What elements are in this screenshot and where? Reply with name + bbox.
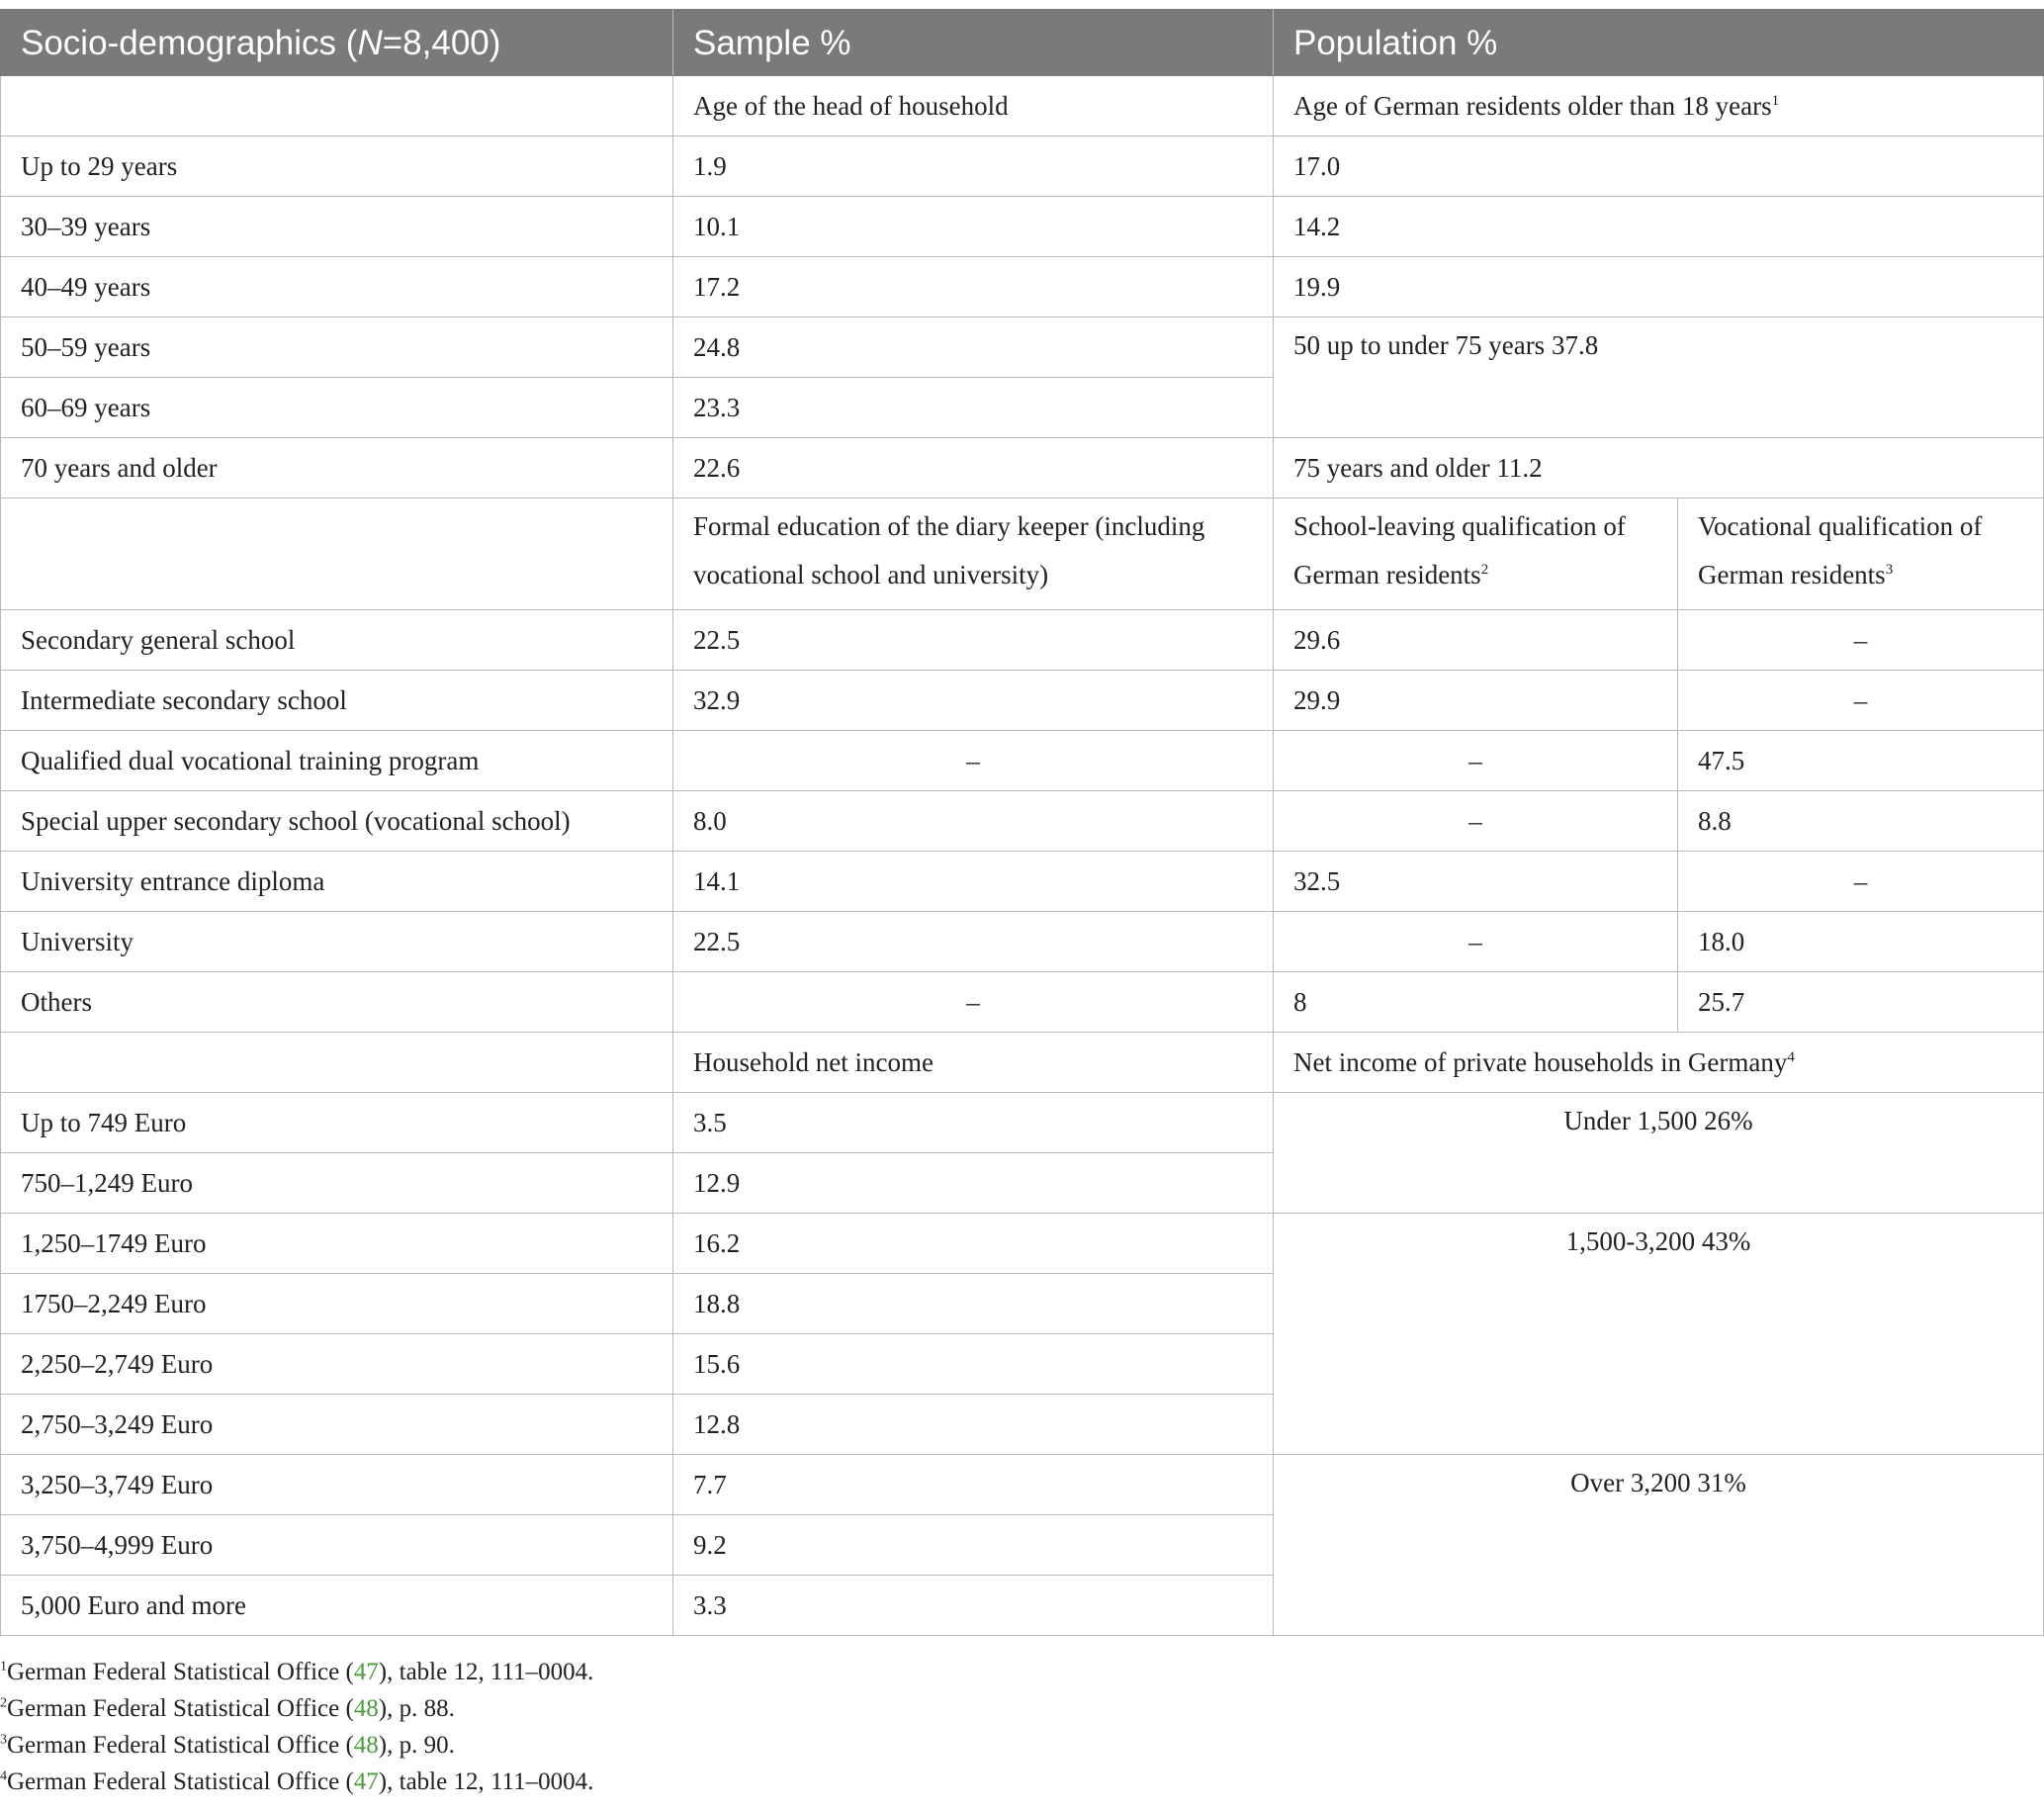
empty-cell bbox=[1, 1033, 673, 1093]
sample-value: 22.5 bbox=[673, 912, 1274, 972]
sample-value: – bbox=[673, 731, 1274, 791]
table-row bbox=[1, 1214, 2044, 1274]
empty-cell bbox=[1, 498, 673, 610]
header-population: Population % bbox=[1274, 10, 2044, 76]
sample-value: 23.3 bbox=[673, 378, 1274, 438]
school-value: 29.6 bbox=[1274, 610, 1678, 671]
vocational-value: 8.8 bbox=[1678, 791, 2044, 852]
table-row bbox=[1, 912, 2044, 972]
table-row bbox=[1, 317, 2044, 378]
population-merged-value: 50 up to under 75 years 37.8 bbox=[1274, 317, 2044, 438]
footnote: $^2$German Federal Statistical Office (48), p. 88. bbox=[0, 1695, 455, 1722]
header-row bbox=[1, 10, 2044, 76]
school-qualification-label: School-leaving qualification of German residents$^2$ bbox=[1274, 498, 1678, 610]
row-label: 3,250–3,749 Euro bbox=[1, 1455, 673, 1515]
population-value: 19.9 bbox=[1274, 257, 2044, 317]
header-sample: Sample % bbox=[673, 10, 1274, 76]
sample-value: 8.0 bbox=[673, 791, 1274, 852]
income-group-value: 1,500-3,200 43% bbox=[1274, 1214, 2044, 1455]
row-label: 750–1,249 Euro bbox=[1, 1153, 673, 1214]
row-label: University entrance diploma bbox=[1, 852, 673, 912]
row-label: 60–69 years bbox=[1, 378, 673, 438]
table-row bbox=[1, 257, 2044, 317]
table-row bbox=[1, 610, 2044, 671]
section-header-income bbox=[1, 1033, 2044, 1093]
school-value: – bbox=[1274, 731, 1678, 791]
sample-value: 22.6 bbox=[673, 438, 1274, 498]
row-label: 50–59 years bbox=[1, 317, 673, 378]
table-row bbox=[1, 136, 2044, 197]
sample-value: 32.9 bbox=[673, 671, 1274, 731]
sample-value: 12.9 bbox=[673, 1153, 1274, 1214]
sample-value: 3.3 bbox=[673, 1576, 1274, 1636]
sample-value: 7.7 bbox=[673, 1455, 1274, 1515]
table-row bbox=[1, 972, 2044, 1033]
sample-value: 10.1 bbox=[673, 197, 1274, 257]
population-value: 17.0 bbox=[1274, 136, 2044, 197]
footnote: $^4$German Federal Statistical Office (47), table 12, 111–0004. bbox=[0, 1768, 594, 1795]
table-row bbox=[1, 731, 2044, 791]
footnote: $^3$German Federal Statistical Office (48), p. 90. bbox=[0, 1732, 455, 1759]
sample-value: 14.1 bbox=[673, 852, 1274, 912]
row-label: 70 years and older bbox=[1, 438, 673, 498]
reference-link[interactable]: 48 bbox=[353, 1732, 379, 1759]
sample-value: 24.8 bbox=[673, 317, 1274, 378]
row-label: Others bbox=[1, 972, 673, 1033]
row-label: 5,000 Euro and more bbox=[1, 1576, 673, 1636]
sample-value: 9.2 bbox=[673, 1515, 1274, 1576]
vocational-value: – bbox=[1678, 610, 2044, 671]
school-value: – bbox=[1274, 912, 1678, 972]
row-label: 3,750–4,999 Euro bbox=[1, 1515, 673, 1576]
vocational-qualification-label: Vocational qualification of German residents$^3$ bbox=[1678, 498, 2044, 610]
row-label: 2,750–3,249 Euro bbox=[1, 1395, 673, 1455]
sample-value: 22.5 bbox=[673, 610, 1274, 671]
vocational-value: 47.5 bbox=[1678, 731, 2044, 791]
reference-link[interactable]: 47 bbox=[353, 1768, 379, 1795]
income-population-label: Net income of private households in Germany$^4$ bbox=[1274, 1033, 2044, 1093]
sample-value: – bbox=[673, 972, 1274, 1033]
row-label: Up to 29 years bbox=[1, 136, 673, 197]
row-label: 1750–2,249 Euro bbox=[1, 1274, 673, 1334]
section-header-age bbox=[1, 76, 2044, 136]
sample-value: 17.2 bbox=[673, 257, 1274, 317]
footnote: $^1$German Federal Statistical Office (47), table 12, 111–0004. bbox=[0, 1659, 594, 1685]
row-label: Special upper secondary school (vocational school) bbox=[1, 791, 673, 852]
row-label: 2,250–2,749 Euro bbox=[1, 1334, 673, 1395]
age-population-label: Age of German residents older than 18 years$^1$ bbox=[1274, 76, 2044, 136]
vocational-value: – bbox=[1678, 852, 2044, 912]
population-value: 75 years and older 11.2 bbox=[1274, 438, 2044, 498]
row-label: 40–49 years bbox=[1, 257, 673, 317]
header-socio-demographics: Socio-demographics (N=8,400) bbox=[1, 10, 673, 76]
row-label: Secondary general school bbox=[1, 610, 673, 671]
table-row bbox=[1, 197, 2044, 257]
sample-value: 15.6 bbox=[673, 1334, 1274, 1395]
school-value: 8 bbox=[1274, 972, 1678, 1033]
row-label: Up to 749 Euro bbox=[1, 1093, 673, 1153]
income-group-value: Under 1,500 26% bbox=[1274, 1093, 2044, 1214]
population-value: 14.2 bbox=[1274, 197, 2044, 257]
school-value: 32.5 bbox=[1274, 852, 1678, 912]
reference-link[interactable]: 47 bbox=[353, 1659, 379, 1685]
vocational-value: 18.0 bbox=[1678, 912, 2044, 972]
table-row bbox=[1, 791, 2044, 852]
table-row bbox=[1, 1093, 2044, 1153]
sample-value: 12.8 bbox=[673, 1395, 1274, 1455]
income-group-value: Over 3,200 31% bbox=[1274, 1455, 2044, 1636]
socio-demographics-table bbox=[0, 9, 2044, 1636]
row-label: 1,250–1749 Euro bbox=[1, 1214, 673, 1274]
sample-value: 16.2 bbox=[673, 1214, 1274, 1274]
table-container bbox=[0, 9, 2044, 1636]
table-row bbox=[1, 671, 2044, 731]
age-sample-label: Age of the head of household bbox=[673, 76, 1274, 136]
education-sample-label: Formal education of the diary keeper (including vocational school and university) bbox=[673, 498, 1274, 610]
row-label: 30–39 years bbox=[1, 197, 673, 257]
table-row bbox=[1, 852, 2044, 912]
table-row bbox=[1, 438, 2044, 498]
empty-cell bbox=[1, 76, 673, 136]
section-header-education bbox=[1, 498, 2044, 610]
row-label: University bbox=[1, 912, 673, 972]
sample-value: 3.5 bbox=[673, 1093, 1274, 1153]
sample-value: 1.9 bbox=[673, 136, 1274, 197]
school-value: – bbox=[1274, 791, 1678, 852]
income-sample-label: Household net income bbox=[673, 1033, 1274, 1093]
row-label: Qualified dual vocational training program bbox=[1, 731, 673, 791]
school-value: 29.9 bbox=[1274, 671, 1678, 731]
vocational-value: 25.7 bbox=[1678, 972, 2044, 1033]
row-label: Intermediate secondary school bbox=[1, 671, 673, 731]
vocational-value: – bbox=[1678, 671, 2044, 731]
footnotes bbox=[0, 1654, 593, 1800]
table-row bbox=[1, 1455, 2044, 1515]
reference-link[interactable]: 48 bbox=[353, 1695, 379, 1722]
sample-value: 18.8 bbox=[673, 1274, 1274, 1334]
